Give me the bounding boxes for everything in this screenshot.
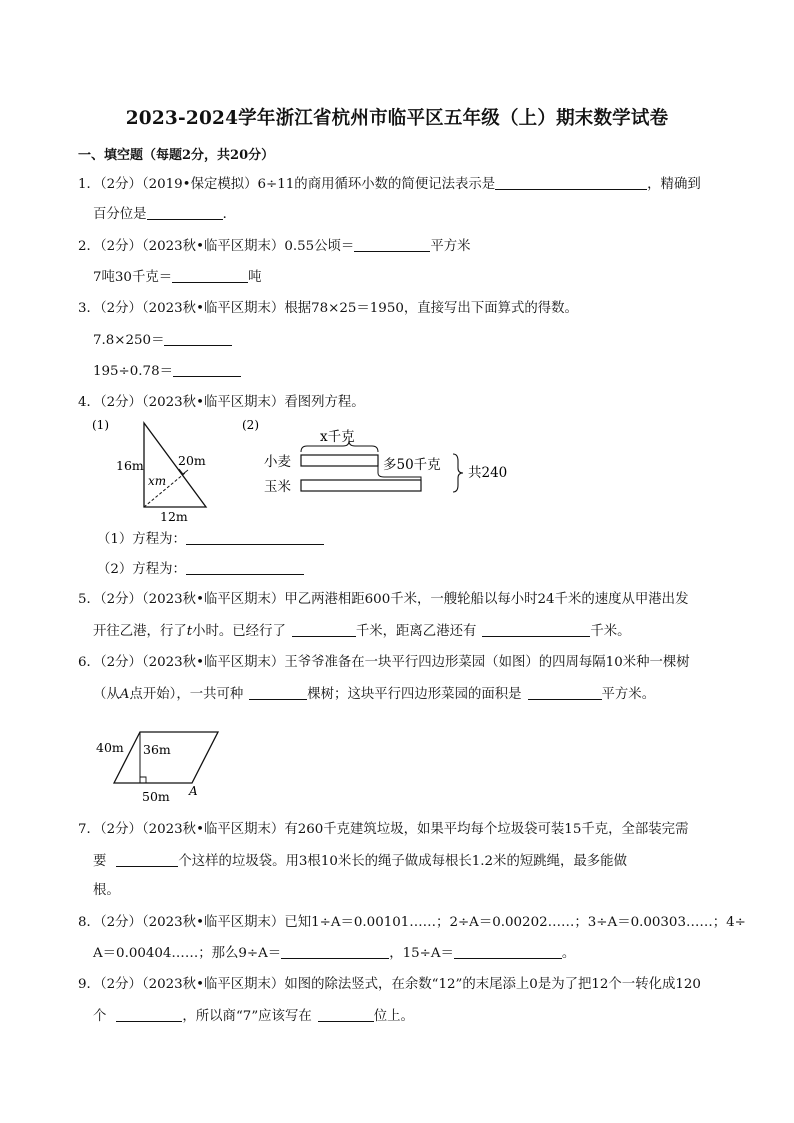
parallelogram xyxy=(114,732,218,783)
side-label: 40m xyxy=(96,740,124,755)
right-angle-mark xyxy=(140,777,146,783)
question-text: （2分）（2023秋•临平区期末）如图的除法竖式，在余数“12”的末尾添上0是为了把12个一转化成120 xyxy=(99,977,701,992)
question-text: （2分）（2023秋•临平区期末）有260千克建筑垃圾，如果平均每个垃圾袋可装15千克，全部装完需 xyxy=(99,822,689,837)
page-title: 2023-2024学年浙江省杭州市临平区五年级（上）期末数学试卷 xyxy=(125,108,669,129)
variable: A xyxy=(119,687,130,702)
question-text: 百分位是 xyxy=(93,207,147,222)
base-label: 12m xyxy=(160,509,188,524)
question-text: ，所以商“7”应该写在 xyxy=(182,1009,312,1024)
question-3-expression-1 xyxy=(93,331,232,350)
question-text: A＝0.00404……；那么9÷A＝ xyxy=(93,946,282,961)
question-number: 8． xyxy=(78,915,100,930)
question-8-line-2 xyxy=(93,944,575,963)
question-text: （2分）（2023秋•临平区期末）0.55公顷＝ xyxy=(99,239,355,254)
total-label: 共240 xyxy=(468,465,508,481)
question-text: 位上。 xyxy=(373,1009,414,1024)
question-5-line-2 xyxy=(93,622,631,641)
question-text: 平方米 xyxy=(430,239,471,254)
answer-prompt: （2）方程为： xyxy=(97,562,186,577)
height-label: xm xyxy=(148,474,167,488)
question-9-line-2 xyxy=(93,1007,414,1026)
question-text: 小时。已经行了 xyxy=(192,624,286,639)
question-1-line-1 xyxy=(78,175,701,194)
answer-blank[interactable] xyxy=(186,530,324,545)
question-text: 千米。 xyxy=(590,624,631,639)
bar-diagram-figure xyxy=(240,415,508,500)
question-4-answer-2 xyxy=(97,560,304,579)
height-label: 36m xyxy=(143,742,171,757)
variable: t xyxy=(186,624,193,639)
question-6-line-2 xyxy=(93,685,655,704)
expression: 195÷0.78＝ xyxy=(93,364,173,379)
corn-bar xyxy=(301,480,421,491)
point-label: A xyxy=(189,784,198,798)
question-text: 。 xyxy=(561,946,576,961)
question-number: 1． xyxy=(78,177,100,192)
question-3-line-1 xyxy=(78,300,578,318)
question-number: 4． xyxy=(78,395,100,410)
question-7-line-3 xyxy=(93,882,120,900)
question-text: 个 xyxy=(93,1009,107,1024)
question-7-line-1 xyxy=(78,821,688,839)
top-brace-label: x千克 xyxy=(320,429,355,445)
answer-blank[interactable] xyxy=(249,685,307,700)
question-3-expression-2 xyxy=(93,362,241,381)
left-side-label: 16m xyxy=(116,458,144,473)
answer-blank[interactable] xyxy=(147,205,223,220)
answer-blank[interactable] xyxy=(482,622,590,637)
answer-blank[interactable] xyxy=(454,944,562,959)
question-text: ． xyxy=(222,207,236,222)
wheat-bar xyxy=(301,455,378,466)
question-text: 点开始），一共可种 xyxy=(129,687,244,702)
question-5-line-1 xyxy=(78,591,688,609)
question-text: 棵树；这块平行四边形菜园的面积是 xyxy=(307,687,522,702)
question-number: 3． xyxy=(78,301,100,316)
parallelogram-figure xyxy=(92,728,242,806)
question-text: （2分）（2023秋•临平区期末）看图列方程。 xyxy=(99,395,365,410)
triangle-figure xyxy=(90,415,220,523)
answer-blank[interactable] xyxy=(281,944,389,959)
wheat-label: 小麦 xyxy=(264,454,291,470)
question-text: （2分）（2019•保定模拟）6÷11的商用循环小数的简便记法表示是 xyxy=(99,177,496,192)
question-text: 开往乙港，行了 xyxy=(93,624,187,639)
total-brace xyxy=(453,454,463,492)
question-text: （2分）（2023秋•临平区期末）已知1÷A＝0.00101……；2÷A＝0.00202……；3÷A＝0.00303……；4÷ xyxy=(99,915,746,930)
question-8-line-1 xyxy=(78,914,746,932)
answer-blank[interactable] xyxy=(164,331,232,346)
answer-blank[interactable] xyxy=(116,852,178,867)
difference-label: 多50千克 xyxy=(383,457,441,473)
question-number: 9． xyxy=(78,977,100,992)
answer-blank[interactable] xyxy=(528,685,602,700)
answer-blank[interactable] xyxy=(292,622,356,637)
question-4-line-1 xyxy=(78,394,365,412)
question-text: ，精确到 xyxy=(647,177,701,192)
answer-blank[interactable] xyxy=(495,175,647,190)
question-number: 7． xyxy=(78,822,100,837)
question-text: 根。 xyxy=(93,883,120,898)
question-number: 6． xyxy=(78,655,100,670)
answer-blank[interactable] xyxy=(116,1007,182,1022)
answer-blank[interactable] xyxy=(318,1007,374,1022)
answer-prompt: （1）方程为： xyxy=(97,532,186,547)
question-text: （从 xyxy=(93,687,120,702)
figure-label: (1) xyxy=(92,418,109,432)
question-2-line-1 xyxy=(78,237,470,256)
question-9-line-1 xyxy=(78,976,701,994)
expression: 7.8×250＝ xyxy=(93,333,165,348)
question-7-line-2 xyxy=(93,852,627,871)
section-heading-fill-in: 一、填空题（每题2分，共20分） xyxy=(78,148,275,163)
figure-label: (2) xyxy=(242,418,259,432)
question-number: 2． xyxy=(78,239,100,254)
question-text: 平方米。 xyxy=(601,687,656,702)
question-2-line-2 xyxy=(93,268,262,287)
question-text: 个这样的垃圾袋。用3根10米长的绳子做成每根长1.2米的短跳绳，最多能做 xyxy=(178,854,627,869)
answer-blank[interactable] xyxy=(173,362,241,377)
question-1-line-2 xyxy=(93,205,236,224)
question-4-answer-1 xyxy=(97,530,324,549)
answer-blank[interactable] xyxy=(354,237,430,252)
question-text: （2分）（2023秋•临平区期末）根据78×25＝1950，直接写出下面算式的得数。 xyxy=(99,301,578,316)
answer-blank[interactable] xyxy=(186,560,304,575)
corn-label: 玉米 xyxy=(264,479,291,495)
question-text: ，15÷A＝ xyxy=(389,946,454,961)
question-text: 要 xyxy=(93,854,107,869)
question-number: 5． xyxy=(78,592,100,607)
question-text: 千米，距离乙港还有 xyxy=(355,624,477,639)
question-6-line-1 xyxy=(78,654,690,672)
question-text: 7吨30千克＝ xyxy=(93,270,173,285)
question-text: 吨 xyxy=(248,270,262,285)
question-text: （2分）（2023秋•临平区期末）甲乙两港相距600千米，一艘轮船以每小时24千米的速度从甲港出发 xyxy=(99,592,689,607)
hypotenuse-label: 20m xyxy=(178,453,206,468)
question-text: （2分）（2023秋•临平区期末）王爷爷准备在一块平行四边形菜园（如图）的四周每隔10米种一棵树 xyxy=(99,655,690,670)
base-label: 50m xyxy=(142,789,170,804)
answer-blank[interactable] xyxy=(172,268,248,283)
